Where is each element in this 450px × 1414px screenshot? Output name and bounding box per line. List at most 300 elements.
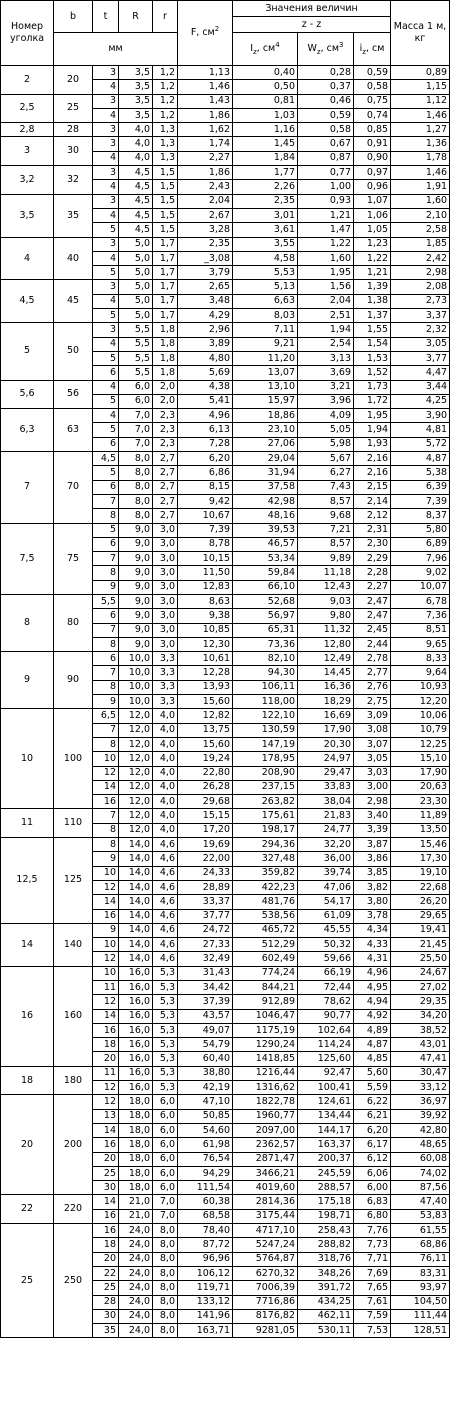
cell-R: 9,0	[119, 580, 153, 594]
header-Iz: $I_z$, $см^4$	[233, 33, 298, 66]
cell-Wz: 434,25	[298, 1295, 354, 1309]
cell-iz: 3,87	[354, 838, 391, 852]
cell-r: 3,3	[153, 695, 178, 709]
cell-F: 4,29	[178, 309, 233, 323]
cell-R: 4,5	[119, 194, 153, 208]
cell-r: 6,0	[153, 1123, 178, 1137]
table-row	[1, 323, 450, 337]
cell-mass: 5,80	[391, 523, 450, 537]
cell-iz: 5,60	[354, 1066, 391, 1080]
cell-Iz: 175,61	[233, 809, 298, 823]
cell-t: 20	[93, 1252, 119, 1266]
cell-iz: 2,16	[354, 452, 391, 466]
cell-iz: 3,03	[354, 766, 391, 780]
cell-mass: 19,10	[391, 866, 450, 880]
cell-F: 2,43	[178, 180, 233, 194]
cell-Wz: 9,80	[298, 609, 354, 623]
cell-Iz: 2814,36	[233, 1195, 298, 1209]
cell-mass: 2,42	[391, 251, 450, 265]
cell-R: 14,0	[119, 895, 153, 909]
cell-t: 30	[93, 1309, 119, 1323]
cell-iz: 3,05	[354, 752, 391, 766]
cell-Iz: 538,56	[233, 909, 298, 923]
cell-r: 1,5	[153, 194, 178, 208]
cell-iz: 1,21	[354, 266, 391, 280]
cell-iz: 4,95	[354, 981, 391, 995]
cell-t: 8	[93, 566, 119, 580]
table-body	[1, 66, 450, 1338]
cell-R: 4,0	[119, 123, 153, 137]
cell-Iz: 359,82	[233, 866, 298, 880]
cell-Wz: 125,60	[298, 1052, 354, 1066]
cell-t: 5	[93, 523, 119, 537]
cell-Iz: 13,10	[233, 380, 298, 394]
cell-mass: 61,55	[391, 1224, 450, 1238]
cell-R: 9,0	[119, 537, 153, 551]
cell-R: 12,0	[119, 752, 153, 766]
cell-Wz: 0,58	[298, 123, 354, 137]
cell-R: 24,0	[119, 1266, 153, 1280]
cell-number: 22	[1, 1195, 54, 1224]
table-row	[1, 380, 450, 394]
cell-Wz: 78,62	[298, 995, 354, 1009]
cell-r: 5,3	[153, 981, 178, 995]
cell-R: 10,0	[119, 695, 153, 709]
cell-F: 8,63	[178, 594, 233, 608]
cell-r: 4,0	[153, 823, 178, 837]
cell-r: 4,0	[153, 795, 178, 809]
cell-R: 14,0	[119, 880, 153, 894]
cell-Iz: 46,57	[233, 537, 298, 551]
cell-R: 14,0	[119, 852, 153, 866]
table-row	[1, 452, 450, 466]
cell-iz: 1,93	[354, 437, 391, 451]
cell-Iz: 18,86	[233, 409, 298, 423]
cell-t: 25	[93, 1166, 119, 1180]
table-row	[1, 809, 450, 823]
cell-R: 18,0	[119, 1181, 153, 1195]
cell-Iz: 774,24	[233, 966, 298, 980]
cell-b: 200	[54, 1095, 93, 1195]
cell-R: 10,0	[119, 666, 153, 680]
cell-t: 12	[93, 952, 119, 966]
cell-b: 25	[54, 94, 93, 123]
cell-Iz: 512,29	[233, 938, 298, 952]
cell-number: 12,5	[1, 838, 54, 924]
cell-mass: 10,79	[391, 723, 450, 737]
cell-iz: 6,00	[354, 1181, 391, 1195]
cell-Wz: 59,66	[298, 952, 354, 966]
cell-t: 4	[93, 151, 119, 165]
cell-R: 3,5	[119, 80, 153, 94]
cell-mass: 26,20	[391, 895, 450, 909]
cell-mass: 24,67	[391, 966, 450, 980]
cell-t: 3	[93, 137, 119, 151]
cell-t: 10	[93, 938, 119, 952]
cell-F: 17,20	[178, 823, 233, 837]
header-mm: мм	[54, 33, 178, 66]
cell-Wz: 92,47	[298, 1066, 354, 1080]
cell-mass: 11,89	[391, 809, 450, 823]
cell-b: 32	[54, 166, 93, 195]
cell-Iz: 4,58	[233, 251, 298, 265]
cell-iz: 7,69	[354, 1266, 391, 1280]
cell-mass: 1,78	[391, 151, 450, 165]
cell-mass: 4,81	[391, 423, 450, 437]
cell-F: 78,40	[178, 1224, 233, 1238]
cell-Iz: 52,68	[233, 594, 298, 608]
cell-Wz: 1,21	[298, 208, 354, 222]
cell-Wz: 8,57	[298, 537, 354, 551]
cell-Wz: 2,54	[298, 337, 354, 351]
cell-R: 24,0	[119, 1224, 153, 1238]
cell-Wz: 1,60	[298, 251, 354, 265]
cell-t: 9	[93, 580, 119, 594]
header-Wz: $W_z$, $см^3$	[298, 33, 354, 66]
cell-mass: 9,65	[391, 637, 450, 651]
cell-r: 8,0	[153, 1252, 178, 1266]
cell-iz: 7,76	[354, 1224, 391, 1238]
cell-mass: 47,41	[391, 1052, 450, 1066]
cell-b: 70	[54, 452, 93, 523]
cell-mass: 3,77	[391, 351, 450, 365]
cell-F: 33,37	[178, 895, 233, 909]
cell-b: 56	[54, 380, 93, 409]
cell-r: 1,8	[153, 337, 178, 351]
cell-t: 4	[93, 409, 119, 423]
cell-number: 11	[1, 809, 54, 838]
cell-b: 90	[54, 652, 93, 709]
cell-R: 8,0	[119, 480, 153, 494]
cell-t: 14	[93, 1009, 119, 1023]
cell-Wz: 29,47	[298, 766, 354, 780]
cell-mass: 12,20	[391, 695, 450, 709]
cell-iz: 0,74	[354, 108, 391, 122]
cell-r: 2,0	[153, 394, 178, 408]
cell-F: 96,96	[178, 1252, 233, 1266]
cell-mass: 2,58	[391, 223, 450, 237]
cell-F: 50,85	[178, 1109, 233, 1123]
cell-Iz: 3466,21	[233, 1166, 298, 1180]
cell-R: 18,0	[119, 1095, 153, 1109]
cell-Wz: 24,97	[298, 752, 354, 766]
cell-mass: 6,89	[391, 537, 450, 551]
cell-r: 4,0	[153, 766, 178, 780]
cell-r: 1,8	[153, 351, 178, 365]
cell-Wz: 3,69	[298, 366, 354, 380]
cell-mass: 2,10	[391, 208, 450, 222]
cell-mass: 111,44	[391, 1309, 450, 1323]
cell-Iz: 4717,10	[233, 1224, 298, 1238]
cell-iz: 0,59	[354, 66, 391, 80]
cell-number: 14	[1, 923, 54, 966]
cell-R: 12,0	[119, 723, 153, 737]
cell-t: 4	[93, 208, 119, 222]
cell-iz: 2,29	[354, 552, 391, 566]
cell-F: 12,28	[178, 666, 233, 680]
cell-Iz: 27,06	[233, 437, 298, 451]
cell-b: 220	[54, 1195, 93, 1224]
cell-Wz: 72,44	[298, 981, 354, 995]
cell-Iz: 48,16	[233, 509, 298, 523]
cell-mass: 1,15	[391, 80, 450, 94]
cell-R: 16,0	[119, 1038, 153, 1052]
cell-t: 8	[93, 637, 119, 651]
cell-t: 12	[93, 766, 119, 780]
cell-Iz: 1175,19	[233, 1023, 298, 1037]
cell-b: 30	[54, 137, 93, 166]
cell-F: 2,96	[178, 323, 233, 337]
cell-F: 10,61	[178, 652, 233, 666]
cell-iz: 2,31	[354, 523, 391, 537]
cell-mass: 4,87	[391, 452, 450, 466]
cell-mass: 9,64	[391, 666, 450, 680]
table-row	[1, 166, 450, 180]
cell-Iz: 13,07	[233, 366, 298, 380]
cell-R: 5,5	[119, 366, 153, 380]
cell-F: 4,38	[178, 380, 233, 394]
cell-iz: 2,98	[354, 795, 391, 809]
cell-F: 10,67	[178, 509, 233, 523]
cell-Iz: 130,59	[233, 723, 298, 737]
table-row	[1, 966, 450, 980]
table-row	[1, 94, 450, 108]
cell-R: 18,0	[119, 1109, 153, 1123]
cell-Wz: 50,32	[298, 938, 354, 952]
cell-F: 2,27	[178, 151, 233, 165]
cell-mass: 87,56	[391, 1181, 450, 1195]
cell-t: 6,5	[93, 709, 119, 723]
header-b: b	[54, 1, 93, 33]
cell-R: 7,0	[119, 437, 153, 451]
cell-Wz: 0,87	[298, 151, 354, 165]
cell-R: 14,0	[119, 838, 153, 852]
cell-iz: 6,17	[354, 1138, 391, 1152]
cell-iz: 1,53	[354, 351, 391, 365]
cell-mass: 10,93	[391, 680, 450, 694]
cell-r: 7,0	[153, 1195, 178, 1209]
cell-iz: 6,22	[354, 1095, 391, 1109]
cell-R: 9,0	[119, 566, 153, 580]
cell-Iz: 5,13	[233, 280, 298, 294]
cell-Iz: 1960,77	[233, 1109, 298, 1123]
cell-Iz: 1,03	[233, 108, 298, 122]
cell-R: 9,0	[119, 623, 153, 637]
cell-Wz: 1,94	[298, 323, 354, 337]
cell-mass: 2,32	[391, 323, 450, 337]
header-number: Номер уголка	[1, 1, 54, 66]
cell-iz: 2,75	[354, 695, 391, 709]
cell-Iz: 29,04	[233, 452, 298, 466]
cell-mass: 10,06	[391, 709, 450, 723]
cell-mass: 7,96	[391, 552, 450, 566]
cell-mass: 4,47	[391, 366, 450, 380]
cell-r: 2,7	[153, 480, 178, 494]
cell-R: 4,5	[119, 180, 153, 194]
cell-R: 3,5	[119, 108, 153, 122]
cell-F: 2,35	[178, 237, 233, 251]
cell-Iz: 1822,78	[233, 1095, 298, 1109]
cell-number: 7,5	[1, 523, 54, 594]
cell-iz: 0,90	[354, 151, 391, 165]
cell-Wz: 1,47	[298, 223, 354, 237]
cell-mass: 36,97	[391, 1095, 450, 1109]
cell-mass: 7,36	[391, 609, 450, 623]
cell-Iz: 602,49	[233, 952, 298, 966]
cell-number: 7	[1, 452, 54, 523]
cell-Iz: 94,30	[233, 666, 298, 680]
header-F: F, $см^2$	[178, 1, 233, 66]
cell-F: 1,13	[178, 66, 233, 80]
cell-Wz: 200,37	[298, 1152, 354, 1166]
cell-number: 5	[1, 323, 54, 380]
cell-R: 12,0	[119, 766, 153, 780]
cell-iz: 1,22	[354, 251, 391, 265]
cell-R: 4,0	[119, 151, 153, 165]
cell-iz: 4,33	[354, 938, 391, 952]
cell-r: 2,7	[153, 452, 178, 466]
cell-r: 6,0	[153, 1138, 178, 1152]
cell-R: 6,0	[119, 380, 153, 394]
cell-F: 37,39	[178, 995, 233, 1009]
cell-Iz: 1,84	[233, 151, 298, 165]
cell-mass: 23,30	[391, 795, 450, 809]
cell-number: 3	[1, 137, 54, 166]
cell-F: 54,60	[178, 1123, 233, 1137]
cell-R: 12,0	[119, 709, 153, 723]
cell-r: 8,0	[153, 1295, 178, 1309]
cell-Wz: 5,67	[298, 452, 354, 466]
cell-r: 4,0	[153, 709, 178, 723]
cell-iz: 2,77	[354, 666, 391, 680]
cell-Iz: 23,10	[233, 423, 298, 437]
cell-Wz: 0,46	[298, 94, 354, 108]
cell-t: 5,5	[93, 594, 119, 608]
cell-R: 24,0	[119, 1252, 153, 1266]
cell-F: _3,08	[178, 251, 233, 265]
cell-R: 16,0	[119, 1066, 153, 1080]
cell-Iz: 8,03	[233, 309, 298, 323]
cell-b: 45	[54, 280, 93, 323]
cell-R: 4,0	[119, 137, 153, 151]
cell-mass: 2,73	[391, 294, 450, 308]
table-row	[1, 1224, 450, 1238]
cell-R: 16,0	[119, 981, 153, 995]
cell-r: 6,0	[153, 1109, 178, 1123]
cell-t: 8	[93, 509, 119, 523]
cell-r: 1,7	[153, 266, 178, 280]
cell-r: 1,3	[153, 151, 178, 165]
cell-iz: 3,80	[354, 895, 391, 909]
cell-iz: 0,75	[354, 94, 391, 108]
cell-t: 14	[93, 780, 119, 794]
cell-R: 21,0	[119, 1195, 153, 1209]
cell-mass: 22,68	[391, 880, 450, 894]
cell-R: 18,0	[119, 1152, 153, 1166]
table-row	[1, 1066, 450, 1080]
cell-mass: 4,25	[391, 394, 450, 408]
cell-t: 5	[93, 423, 119, 437]
cell-Iz: 7006,39	[233, 1281, 298, 1295]
cell-r: 4,6	[153, 866, 178, 880]
cell-Wz: 9,03	[298, 594, 354, 608]
cell-t: 28	[93, 1295, 119, 1309]
cell-iz: 3,82	[354, 880, 391, 894]
cell-F: 3,48	[178, 294, 233, 308]
cell-mass: 1,46	[391, 166, 450, 180]
cell-iz: 2,47	[354, 609, 391, 623]
cell-mass: 25,50	[391, 952, 450, 966]
cell-F: 12,82	[178, 709, 233, 723]
cell-t: 16	[93, 1224, 119, 1238]
cell-Wz: 61,09	[298, 909, 354, 923]
cell-Wz: 54,17	[298, 895, 354, 909]
cell-r: 1,2	[153, 66, 178, 80]
cell-Wz: 0,28	[298, 66, 354, 80]
cell-t: 9	[93, 852, 119, 866]
cell-t: 3	[93, 66, 119, 80]
cell-F: 31,43	[178, 966, 233, 980]
cell-b: 125	[54, 838, 93, 924]
cell-F: 7,28	[178, 437, 233, 451]
cell-mass: 20,63	[391, 780, 450, 794]
cell-iz: 2,78	[354, 652, 391, 666]
cell-iz: 2,27	[354, 580, 391, 594]
cell-R: 16,0	[119, 1009, 153, 1023]
cell-mass: 15,10	[391, 752, 450, 766]
cell-t: 4	[93, 380, 119, 394]
cell-R: 4,5	[119, 223, 153, 237]
cell-R: 5,5	[119, 351, 153, 365]
cell-F: 13,93	[178, 680, 233, 694]
cell-F: 87,72	[178, 1238, 233, 1252]
cell-iz: 3,39	[354, 823, 391, 837]
cell-F: 22,80	[178, 766, 233, 780]
cell-r: 4,0	[153, 737, 178, 751]
cell-iz: 6,83	[354, 1195, 391, 1209]
cell-t: 4	[93, 180, 119, 194]
cell-t: 4	[93, 294, 119, 308]
cell-Iz: 56,97	[233, 609, 298, 623]
cell-F: 94,29	[178, 1166, 233, 1180]
cell-R: 21,0	[119, 1209, 153, 1223]
cell-r: 2,0	[153, 380, 178, 394]
cell-mass: 60,08	[391, 1152, 450, 1166]
cell-R: 10,0	[119, 680, 153, 694]
cell-r: 1,5	[153, 166, 178, 180]
cell-mass: 39,92	[391, 1109, 450, 1123]
cell-t: 12	[93, 995, 119, 1009]
cell-r: 1,3	[153, 137, 178, 151]
cell-t: 16	[93, 795, 119, 809]
cell-Iz: 5764,87	[233, 1252, 298, 1266]
cell-F: 42,19	[178, 1081, 233, 1095]
cell-t: 7	[93, 809, 119, 823]
cell-iz: 1,06	[354, 208, 391, 222]
cell-number: 20	[1, 1095, 54, 1195]
cell-iz: 1,52	[354, 366, 391, 380]
cell-Iz: 39,53	[233, 523, 298, 537]
cell-Wz: 163,37	[298, 1138, 354, 1152]
cell-iz: 2,30	[354, 537, 391, 551]
cell-number: 16	[1, 966, 54, 1066]
cell-F: 2,67	[178, 208, 233, 222]
cell-F: 19,69	[178, 838, 233, 852]
cell-r: 4,6	[153, 895, 178, 909]
cell-r: 3,0	[153, 594, 178, 608]
cell-Iz: 73,36	[233, 637, 298, 651]
cell-R: 3,5	[119, 66, 153, 80]
